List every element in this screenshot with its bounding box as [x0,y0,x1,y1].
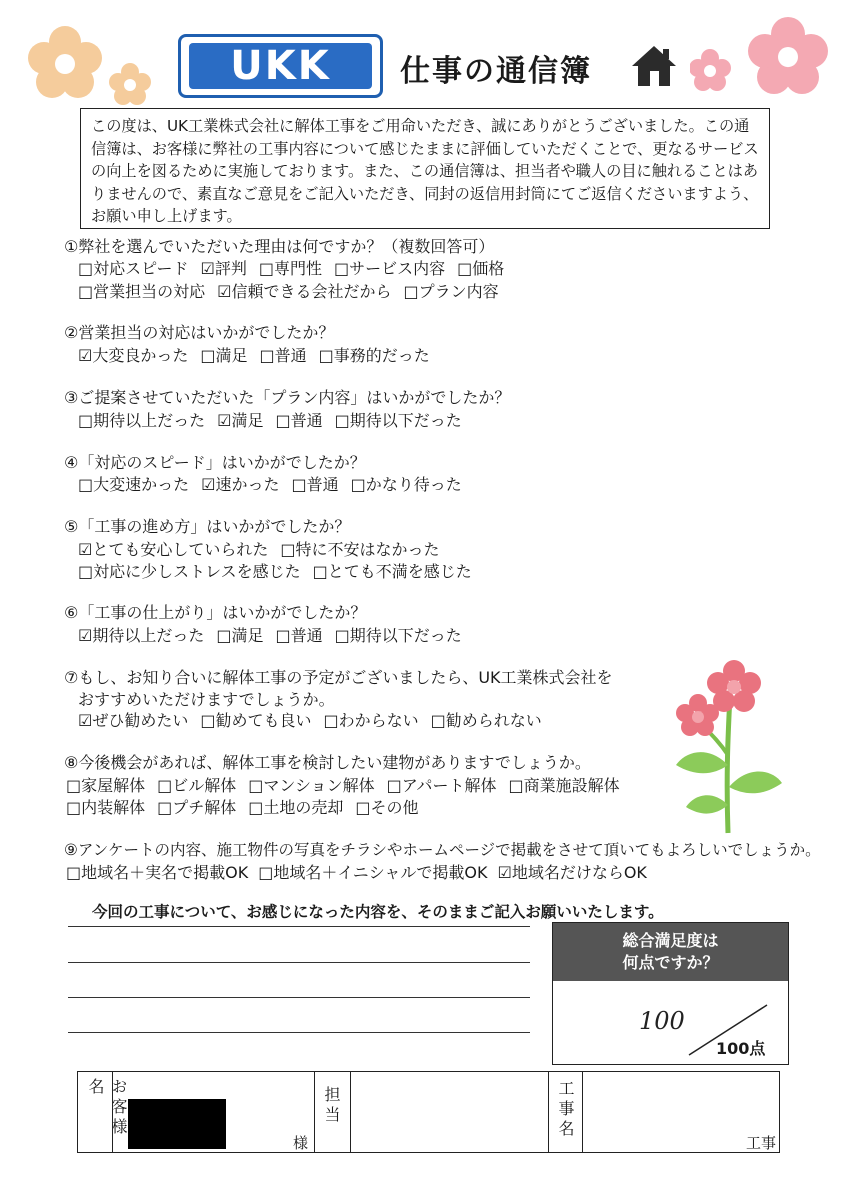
option[interactable]: □専門性 [258,259,322,278]
option[interactable]: ☑ぜひ勧めたい [78,711,189,730]
option[interactable]: □勧められない [430,711,542,730]
question-8-options-row2 [66,797,431,818]
question-2: ②営業担当の対応はいかがでしたか？ [64,323,335,342]
option[interactable]: ☑大変良かった [78,346,189,365]
question-1-options-row2 [78,281,511,302]
option[interactable]: □家屋解体 [66,776,146,795]
question-5: ⑤「工事の進め方」はいかがでしたか？ [64,517,351,536]
option[interactable]: □商業施設解体 [508,776,620,795]
question-6: ⑥「工事の仕上がり」はいかがでしたか？ [64,603,367,622]
question-5-options-row1 [78,539,451,560]
option[interactable]: □普通 [259,346,307,365]
option[interactable]: □わからない [323,711,419,730]
option[interactable]: □その他 [355,798,419,817]
option[interactable]: □勧めても良い [200,711,312,730]
option[interactable]: □事務的だった [318,346,430,365]
option[interactable]: □営業担当の対応 [78,282,206,301]
option[interactable]: □マンション解体 [248,776,375,795]
option[interactable]: □満足 [200,346,248,365]
option[interactable]: □プラン内容 [403,282,499,301]
question-8-options-row1 [66,775,632,796]
comment-line[interactable] [68,926,530,927]
page-title: 仕事の通信簿 [400,54,592,89]
project-suffix: 工事 [746,1134,777,1152]
option[interactable]: □地域名＋実名で掲載OK [66,863,249,882]
score-box [552,922,789,1065]
option[interactable]: □サービス内容 [333,259,446,278]
question-3: ③ご提案させていただいた「プラン内容」はいかがでしたか？ [64,388,511,407]
question-4-options [78,474,474,495]
option[interactable]: □内装解体 [66,798,146,817]
option[interactable]: ☑速かった [201,475,280,494]
option[interactable]: □対応に少しストレスを感じた [78,562,301,581]
comment-line[interactable] [68,962,530,963]
flower-illustration [668,655,788,835]
question-8: ⑧今後機会があれば、解体工事を検討したい建物がありますでしょうか。 [64,753,591,772]
divider [548,1072,549,1152]
option[interactable]: □価格 [457,259,505,278]
question-1-options-row1 [78,258,516,279]
ukk-logo [178,34,383,98]
question-7-line2: おすすめいただけますでしょうか。 [78,690,335,709]
score-max-label: 100点 [716,1039,766,1058]
option[interactable]: □プチ解体 [157,798,237,817]
option[interactable]: □対応スピード [78,259,189,278]
score-heading-line1: 総合満足度は [622,931,719,950]
divider [582,1072,583,1152]
comment-prompt: 今回の工事について、お感じになった内容を、そのままご記入お願いいたします。 [92,903,664,921]
score-heading-line2: 何点ですか？ [622,953,719,972]
divider [314,1072,315,1152]
option[interactable]: □アパート解体 [386,776,497,795]
project-name-label: 工事名 [556,1080,575,1140]
divider [350,1072,351,1152]
option[interactable]: □満足 [216,626,264,645]
question-6-options [78,625,474,646]
option[interactable]: □ビル解体 [157,776,237,795]
question-3-options [78,410,474,431]
staff-label: 担当 [322,1086,341,1126]
option[interactable]: □大変速かった [78,475,190,494]
question-9: ⑨アンケートの内容、施工物件の写真をチラシやホームページで掲載をさせて頂いてもよろしいでしょうか。 [64,841,821,859]
flower-decoration-right [690,14,840,109]
option[interactable]: □かなり待った [350,475,462,494]
option[interactable]: ☑満足 [217,411,264,430]
option[interactable]: ☑とても安心していられた [78,540,269,559]
score-handwritten-value[interactable]: 100 [639,1007,685,1035]
comment-line[interactable] [68,1032,530,1033]
question-4: ④「対応のスピード」はいかがでしたか？ [64,453,366,472]
house-icon [630,44,678,88]
option[interactable]: □期待以下だった [334,626,462,645]
option[interactable]: ☑信頼できる会社だから [217,282,392,301]
option[interactable]: □普通 [275,411,323,430]
option[interactable]: □地域名＋イニシャルで掲載OK [258,863,488,882]
option[interactable]: ☑期待以上だった [78,626,205,645]
comment-line[interactable] [68,997,530,998]
question-7-options [78,710,554,731]
customer-info-table [77,1071,780,1153]
question-1: ①弊社を選んでいただいた理由は何ですか？（複数回答可） [64,237,495,256]
option[interactable]: □土地の売却 [248,798,344,817]
option[interactable]: □普通 [275,626,323,645]
logo-text: UKK [230,43,331,89]
flower-decoration-left [20,20,160,110]
customer-suffix: 様 [293,1134,309,1152]
question-5-options-row2 [78,561,484,582]
customer-name-label: お客様名 [86,1078,128,1138]
option[interactable]: □期待以上だった [78,411,206,430]
score-heading [553,923,788,981]
intro-text: この度は、UK工業株式会社に解体工事をご用命いただき、誠にありがとうございました。この通信簿は、お客様に弊社の工事内容について感じたままに評価していただくことで、更なるサービスの向上を図るために実施しております。また、この通信簿は、担当者や職人の目に触れることはありませんので、素直なご意見をご記入いただき、同封の返信用封筒にてご返信くださいますよう、お願い申し上げます。 [80,108,770,229]
option[interactable]: ☑評判 [200,259,247,278]
option[interactable]: □とても不満を感じた [312,562,472,581]
option[interactable]: ☑地域名だけならOK [497,863,647,882]
divider [112,1072,113,1152]
question-7: ⑦もし、お知り合いに解体工事の予定がございましたら、UK工業株式会社を [64,668,613,687]
question-9-options [66,862,657,883]
option[interactable]: □普通 [291,475,339,494]
question-2-options [78,345,442,366]
redacted-name [128,1099,226,1149]
option[interactable]: □期待以下だった [334,411,462,430]
option[interactable]: □特に不安はなかった [280,540,440,559]
